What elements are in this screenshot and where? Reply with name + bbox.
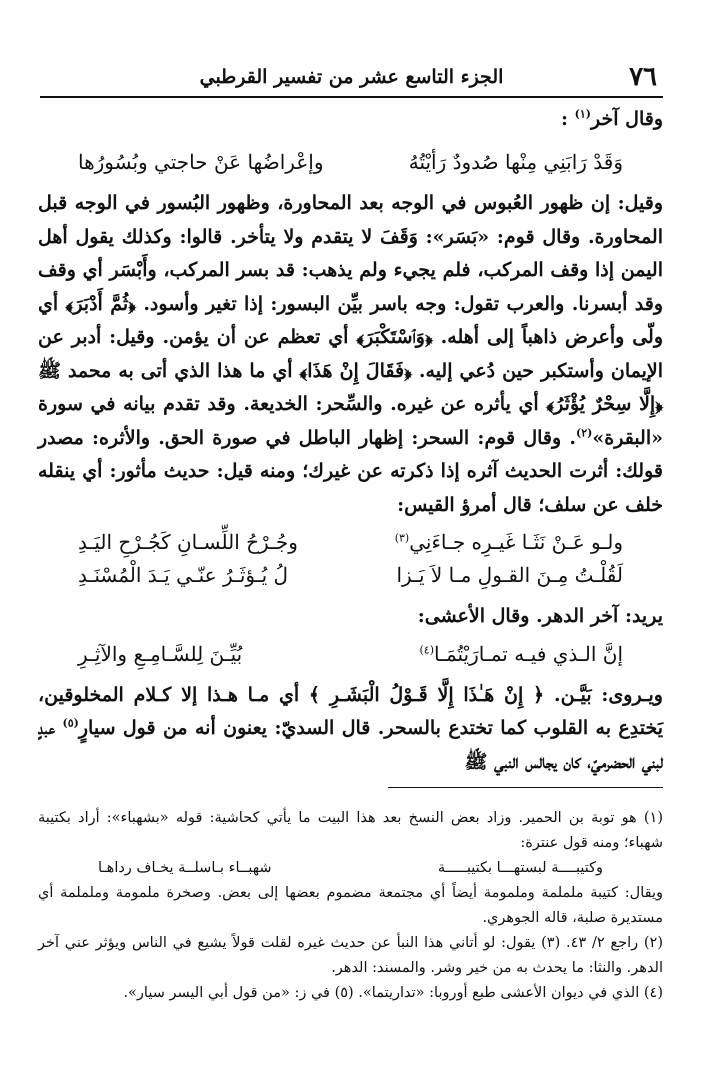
footnote-ref-2: (٢) — [576, 426, 593, 440]
footnote-ref-4: (٤) — [419, 642, 434, 656]
verse-3-second: بُيِّـنَ لِلسَّـامِـعِ والآثِـرِ — [78, 641, 243, 666]
verse-2-line-2 — [38, 559, 663, 592]
paragraph-3-tail: عبدٍ لبني الحضرميّ، كان يجالس النبي ﷺ — [38, 717, 663, 773]
footnote-ref-3: (٣) — [394, 531, 410, 545]
footnote-2-3: (٢) راجع ٢/ ٤٣. (٣) يقول: لو أتاني هذا النبأ عن حديث غيره لقلت قولاً يشيع في الناس ويؤثر عني آخر الدهر. والنثا: ما يحدث به من خير وشر. والمسند: الدهر. — [38, 935, 663, 976]
paragraph-2: يريد: آخر الدهر. وقال الأعشى: — [417, 605, 663, 627]
page-header — [40, 62, 663, 94]
page-number: ٧٦ — [629, 62, 657, 92]
verse-2-line-2-second: لُ يُـؤثَـرُ عنّـي يَـدَ الْمُسْنَـدِ — [78, 563, 289, 587]
verse-1-first-hemistich: وَقَدْ رَابَنِي مِنْها صُدودٌ رَأيْتُهُ — [408, 150, 623, 174]
verse-1 — [38, 146, 663, 179]
footnote-ref-5: (٥) — [62, 716, 79, 730]
footnote-1-verse-first: وكتيبــــة لبستهـــا بكتيبـــــة — [437, 860, 603, 876]
footnote-1: (١) هو توبة بن الحمير. وزاد بعض النسخ بعد هذا البيت ما يأتي كحاشية: قوله «بشهباء»: أراد بكتيبة شهباء؛ ومنه قول عنترة: — [38, 810, 663, 851]
verse-2-line-1-first-text: ولـو عَـنْ نَثَـا غَيـرِه جـاءَنِي — [409, 530, 623, 554]
paragraph-3 — [38, 679, 663, 780]
verse-2-line-1-second: وجُـرْحُ اللِّسـانِ كَجُـرْحِ اليَـدِ — [78, 530, 298, 554]
footnote-ref-1: (١) — [574, 107, 592, 121]
running-title: الجزء التاسع عشر من تفسير القرطبي — [199, 66, 504, 88]
intro-colon: : — [561, 108, 569, 130]
main-text — [38, 104, 663, 779]
paragraph-1-tail: . وقال قوم: السحر: إظهار الباطل في صورة الحق. والأثره: مصدر قولك: أثرت الحديث آثره إذا ذكرته عن غيرك؛ ومنه قيل: حديث مأثور: أي ينقله خلف عن سلف؛ قال أمرؤ القيس: — [38, 426, 663, 516]
verse-2-line-1-first — [395, 526, 623, 559]
intro-line — [38, 104, 663, 134]
verse-2-line-1 — [38, 526, 663, 559]
verse-3-first-text: إنَّ الـذي فيـه تمـارَيْتُمَـا — [433, 641, 623, 666]
footnote-4-5: (٤) الذي في ديوان الأعشى طبع أوروبا: «تداريتما». (٥) في ز: «من قول أبي اليسر سيار». — [123, 985, 663, 1001]
footnote-rule — [388, 787, 663, 788]
paragraph-1-text: وقيل: إن ظهور العُبوس في الوجه بعد المحاورة، وظهور البُسور في الوجه قبل المحاورة. وقال قوم: «بَسَر»: وَقَفَ لا يتقدم ولا يتأخر. قالوا: وكذلك يقول أهل اليمن إذا وقف المركب، فلم يجيء ولم يذهب: قد بسر المركب، وأَبْسَر أي وقف وقد أبسرنا. والعرب تقول: وجه باسر بيِّن البسور: إذا تغير وأسود. ﴿ثُمَّ أَدْبَرَ﴾ أي ولّى وأعرض ذاهباً إلى أهله. ﴿وَٱسْتَكْبَرَ﴾ أي تعظم عن أن يؤمن. وقيل: أدبر عن الإيمان وأستكبر حين دُعي إليه. ﴿فَقَالَ إِنْ هَذَا﴾ أي ما هذا الذي أتى به محمد ﷺ ﴿إِلَّا سِحْرٌ يُؤْثَرُ﴾ أي يأثره عن غيره. والسِّحر: الخديعة. وقد تقدم بيانه في سورة «البقرة» — [38, 192, 663, 449]
paragraph-3-text: ويـروى: بَيَّـن. ﴿ إِنْ هَـٰذَا إِلَّا قَـوْلُ الْبَشَـرِ ﴾ أي مـا هـذا إلا كـلام المخلوقين، يَختدِع به القلوب كما تختدع بالسحر. قال السديّ: يعنون أنه من قول سيارٍ — [38, 683, 663, 739]
footnotes — [38, 806, 663, 1006]
header-rule — [40, 96, 663, 98]
verse-3-first — [419, 638, 623, 671]
verse-2-line-2-first: لَقُلْـتُ مِـنَ القـولِ مـا لاَ يَـزا — [396, 563, 623, 587]
verse-3 — [38, 638, 663, 671]
footnote-1-continued: ويقال: كتيبة ململمة وملمومة أيضاً أي مجتمعة مضموم بعضها إلى بعض. وصخرة ملمومة وململمة أي مستديرة صلبة، قاله الجوهري. — [38, 885, 663, 926]
footnote-1-verse-second: شهبــاء بـاسلــة يخـاف رداهـا — [98, 860, 272, 876]
verse-2 — [38, 526, 663, 592]
footnote-1-verse — [38, 856, 663, 881]
paragraph-1 — [38, 187, 663, 522]
intro-text: وقال آخر — [591, 108, 663, 130]
verse-1-second-hemistich: وإعْراضُها عَنْ حاجتي وبُسُورُها — [78, 150, 324, 174]
